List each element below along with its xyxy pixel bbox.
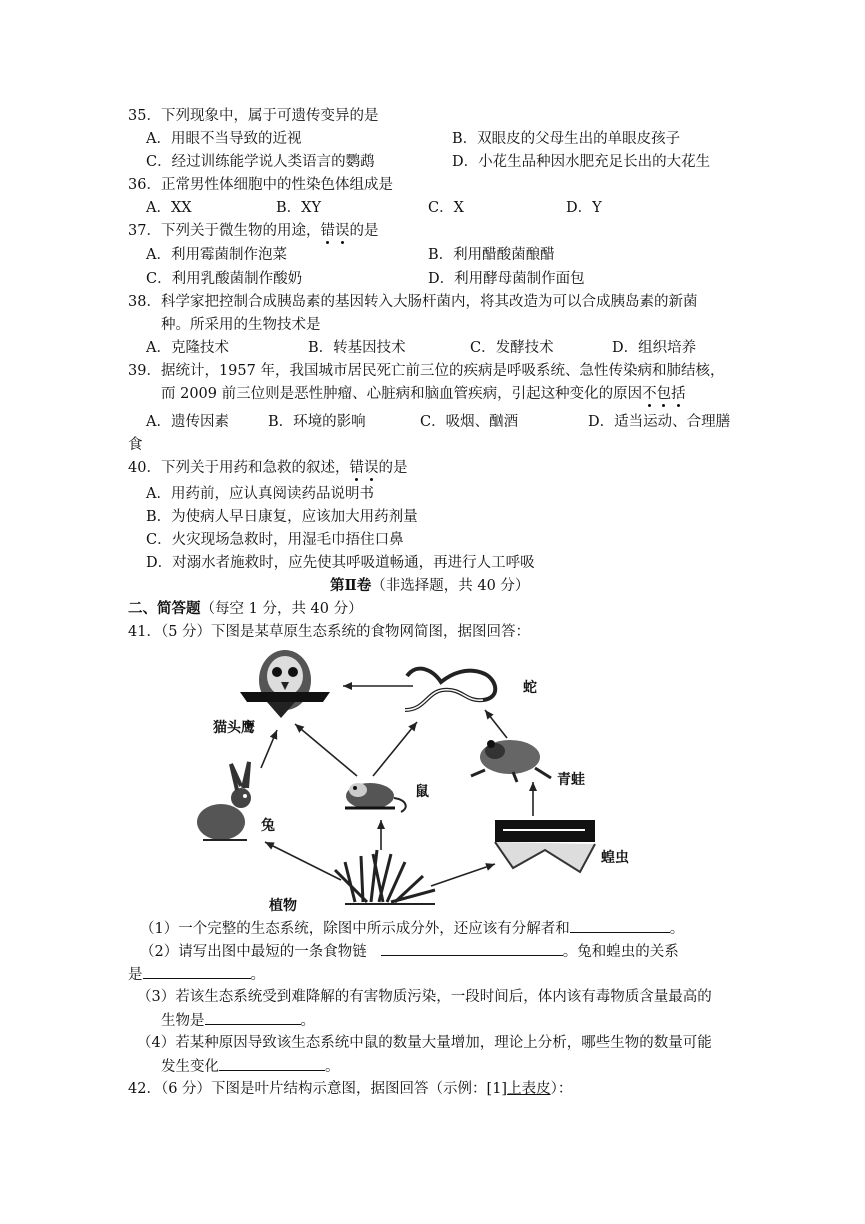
- answer-blank[interactable]: [219, 1056, 325, 1071]
- section2-heading: [128, 599, 363, 619]
- q36-stem: 36．正常男性体细胞中的性染色体组成是: [128, 177, 393, 193]
- emphasis-mark: 不: [642, 386, 657, 402]
- q41-part1: （1）一个完整的生态系统，除图中所示成分外，还应该有分解者和 。: [140, 918, 684, 939]
- q37-stem: 37．下列关于微生物的用途，错误的是: [128, 223, 379, 239]
- label-plant: 植物: [269, 898, 297, 914]
- snake-picture: [405, 669, 495, 710]
- q40-stem: 40．下列关于用药和急救的叙述，错误的是: [128, 460, 408, 476]
- q39-option-b: B．环境的影响: [268, 414, 366, 430]
- example-answer: 上表皮: [507, 1081, 551, 1097]
- arrow-mouse-to-snake: [373, 722, 417, 776]
- q39-option-c: C．吸烟、酗酒: [420, 414, 519, 430]
- q35-option-c: C．经过训练能学说人类语言的鹦鹉: [146, 154, 375, 170]
- q38-stem-line1: 38．科学家把控制合成胰岛素的基因转入大肠杆菌内，将其改造为可以合成胰岛素的新菌: [128, 294, 698, 310]
- q39-option-a: A．遗传因素: [146, 414, 229, 430]
- owl-picture: [240, 650, 330, 718]
- arrow-plant-to-grasshopper: [431, 864, 495, 886]
- q38-option-a: A．克隆技术: [146, 340, 229, 356]
- label-rabbit: 兔: [261, 818, 275, 834]
- mouse-picture: [345, 783, 406, 812]
- label-owl: 猫头鹰: [213, 720, 255, 736]
- arrow-rabbit-to-owl: [261, 730, 277, 768]
- q37-option-b: B．利用醋酸菌酿醋: [428, 247, 555, 263]
- q39-option-d-wrap: 食: [128, 437, 143, 453]
- answer-blank[interactable]: [570, 918, 670, 933]
- plant-picture: [335, 850, 435, 904]
- emphasis-mark: 包: [656, 386, 672, 402]
- q38-option-c: C．发酵技术: [470, 340, 554, 356]
- arrow-mouse-to-owl: [295, 724, 357, 776]
- q41-part3-wrap: 生物是 。: [161, 1010, 315, 1031]
- q35-option-a: A．用眼不当导致的近视: [146, 131, 302, 147]
- section2-note: （每空 1 分，共 40 分）: [200, 601, 363, 617]
- answer-blank[interactable]: [381, 941, 563, 956]
- q40-option-c: C．火灾现场急救时，用湿毛巾捂住口鼻: [146, 532, 404, 548]
- emphasis-mark: 括: [671, 386, 686, 402]
- answer-blank[interactable]: [143, 964, 251, 979]
- q37-option-c: C．利用乳酸菌制作酸奶: [146, 271, 303, 287]
- q38-option-b: B．转基因技术: [308, 340, 406, 356]
- q39-option-d: D．适当运动、合理膳: [588, 414, 731, 430]
- q41-part4-line1: （4）若某种原因导致该生态系统中鼠的数量大量增加，理论上分析，哪些生物的数量可能: [137, 1035, 712, 1051]
- answer-blank[interactable]: [205, 1010, 301, 1025]
- q37-option-a: A．利用霉菌制作泡菜: [146, 247, 287, 263]
- q41-part4-wrap: 发生变化 。: [161, 1056, 340, 1077]
- label-snake: 蛇: [523, 680, 537, 696]
- emphasis-mark: 误: [334, 223, 350, 239]
- part2-note: （非选择题，共 40 分）: [371, 578, 530, 594]
- rabbit-picture: [197, 762, 251, 840]
- q42-stem: 42．（6 分）下图是叶片结构示意图，据图回答（示例：[1]上表皮）：: [128, 1081, 573, 1097]
- q35-option-b: B．双眼皮的父母生出的单眼皮孩子: [452, 131, 681, 147]
- q41-stem: 41．（5 分）下图是某草原生态系统的食物网简图，据图回答：: [128, 624, 531, 640]
- frog-picture: [471, 740, 551, 782]
- label-mouse: 鼠: [415, 784, 429, 800]
- label-grasshopper: 蝗虫: [601, 850, 629, 866]
- arrow-plant-to-rabbit: [265, 842, 341, 880]
- q36-option-c: C．X: [428, 200, 464, 216]
- arrow-frog-to-snake: [485, 710, 507, 738]
- q36-option-d: D．Y: [566, 200, 602, 216]
- q41-part3-line1: （3）若该生态系统受到难降解的有害物质污染，一段时间后，体内该有毒物质含量最高的: [137, 989, 712, 1005]
- q37-option-d: D．利用酵母菌制作面包: [428, 271, 585, 287]
- q39-stem-line2: 而 2009 前三位则是恶性肿瘤、心脏病和脑血管疾病，引起这种变化的原因不包括: [161, 386, 686, 402]
- part2-title: 第Ⅱ卷: [330, 577, 372, 594]
- part2-heading: [330, 576, 529, 596]
- q41-part2-wrap: 是 。: [128, 964, 265, 985]
- q41-part2: （2）请写出图中最短的一条食物链 。兔和蝗虫的关系: [140, 941, 679, 962]
- emphasis-mark: 错: [320, 223, 335, 239]
- q35-option-d: D．小花生品种因水肥充足长出的大花生: [452, 154, 711, 170]
- section2-title: 二、简答题: [128, 600, 201, 617]
- q36-option-b: B．XY: [276, 200, 322, 216]
- q36-option-a: A．XX: [146, 200, 192, 216]
- q40-option-b: B．为使病人早日康复，应该加大用药剂量: [146, 509, 418, 525]
- food-web-figure: [195, 640, 629, 915]
- q40-option-a: A．用药前，应认真阅读药品说明书: [146, 486, 374, 502]
- emphasis-mark: 误: [363, 460, 379, 476]
- q39-stem-line1: 39．据统计，1957 年，我国城市居民死亡前三位的疾病是呼吸系统、急性传染病和肺结核，: [128, 363, 725, 379]
- grasshopper-picture: [495, 820, 595, 872]
- q35-stem: 35．下列现象中，属于可遗传变异的是: [128, 108, 379, 124]
- q38-option-d: D．组织培养: [612, 340, 697, 356]
- q40-option-d: D．对溺水者施救时，应先使其呼吸道畅通，再进行人工呼吸: [146, 555, 535, 571]
- emphasis-mark: 错: [349, 460, 364, 476]
- label-frog: 青蛙: [557, 772, 585, 788]
- q38-stem-line2: 种。所采用的生物技术是: [161, 317, 321, 333]
